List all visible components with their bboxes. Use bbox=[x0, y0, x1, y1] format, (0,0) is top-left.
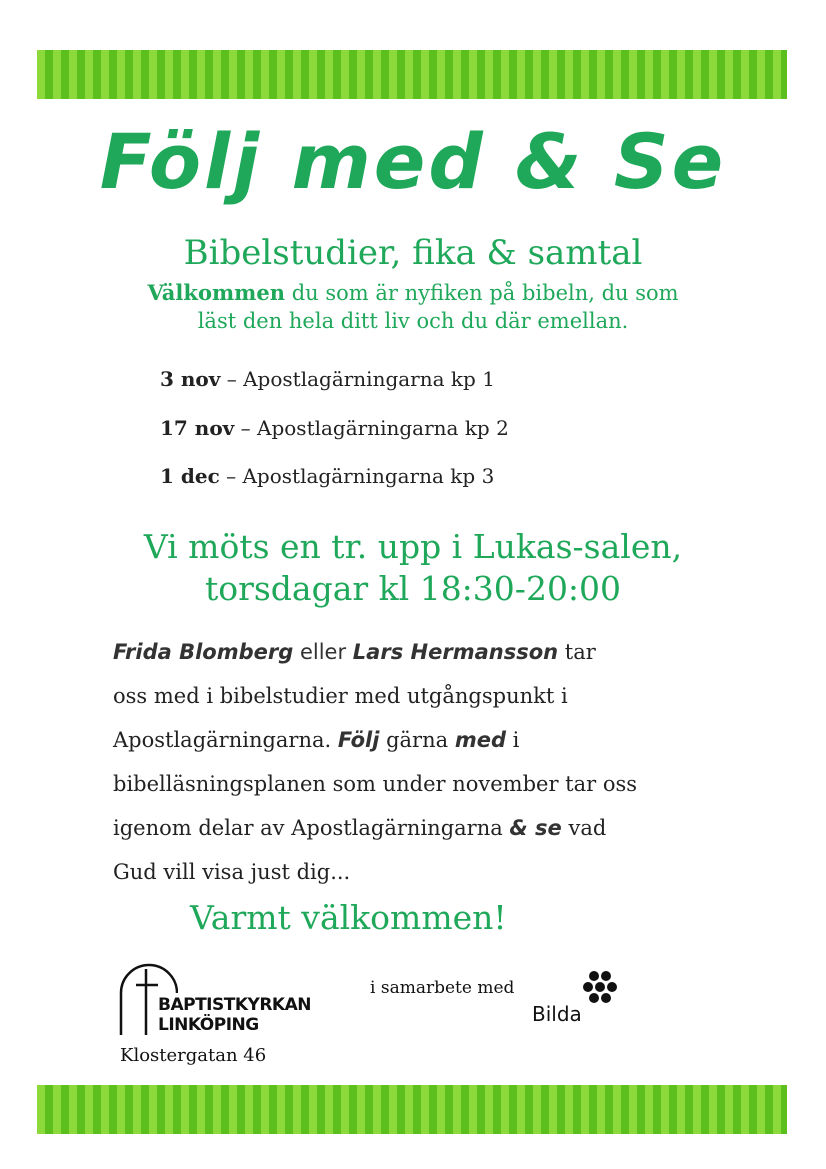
poster-title: Följ med & Se bbox=[99, 117, 727, 206]
description-paragraph bbox=[113, 630, 733, 894]
leader-name-1: Frida Blomberg bbox=[113, 640, 294, 664]
folj-word: Följ bbox=[337, 728, 380, 752]
bilda-logo bbox=[530, 968, 620, 1028]
date-topic: – Apostlagärningarna kp 3 bbox=[219, 464, 495, 488]
date-item bbox=[160, 463, 494, 489]
date-item bbox=[160, 366, 495, 392]
church-address: Klostergatan 46 bbox=[120, 1045, 267, 1066]
collaboration-label: i samarbete med bbox=[370, 978, 515, 998]
body-part-4: gärna bbox=[379, 728, 455, 752]
welcome-text bbox=[0, 279, 826, 335]
meeting-place: Vi möts en tr. upp i Lukas-salen, bbox=[143, 527, 683, 566]
body-part-3: Apostlagärningarna. bbox=[113, 728, 338, 752]
meeting-time: torsdagar kl 18:30-20:00 bbox=[204, 569, 622, 608]
date-label: 17 nov bbox=[160, 416, 235, 440]
body-part-9: Gud vill visa just dig... bbox=[113, 860, 351, 884]
date-label: 3 nov bbox=[160, 367, 221, 391]
meeting-info bbox=[0, 526, 826, 610]
bottom-stripe-band bbox=[37, 1085, 787, 1134]
bilda-wordmark: Bilda bbox=[532, 1002, 582, 1026]
top-stripe-band bbox=[37, 50, 787, 99]
welcome-line2: läst den hela ditt liv och du där emellan. bbox=[197, 309, 629, 333]
closing-greeting: Varmt välkommen! bbox=[190, 898, 507, 937]
church-name-line1: BAPTISTKYRKAN bbox=[158, 995, 311, 1015]
date-label: 1 dec bbox=[160, 464, 220, 488]
or-word: eller bbox=[293, 640, 353, 664]
body-part-8: vad bbox=[561, 816, 607, 840]
amp-se-words: & se bbox=[509, 816, 562, 840]
church-name-line2: LINKÖPING bbox=[158, 1015, 259, 1035]
body-part-6: bibelläsningsplanen som under november tar oss bbox=[113, 772, 638, 796]
body-part-7: igenom delar av Apostlagärningarna bbox=[113, 816, 510, 840]
leader-name-2: Lars Hermansson bbox=[352, 640, 559, 664]
welcome-bold: Välkommen bbox=[147, 280, 286, 305]
church-logo bbox=[118, 963, 338, 1043]
date-topic: – Apostlagärningarna kp 1 bbox=[220, 367, 495, 391]
date-item bbox=[160, 415, 509, 441]
poster-subtitle: Bibelstudier, fika & samtal bbox=[183, 233, 643, 273]
welcome-line1: du som är nyfiken på bibeln, du som bbox=[285, 281, 679, 305]
date-topic: – Apostlagärningarna kp 2 bbox=[234, 416, 509, 440]
body-part-5: i bbox=[506, 728, 520, 752]
body-part-2: oss med i bibelstudier med utgångspunkt i bbox=[113, 684, 568, 708]
med-word: med bbox=[454, 728, 506, 752]
body-part-1: tar bbox=[558, 640, 596, 664]
